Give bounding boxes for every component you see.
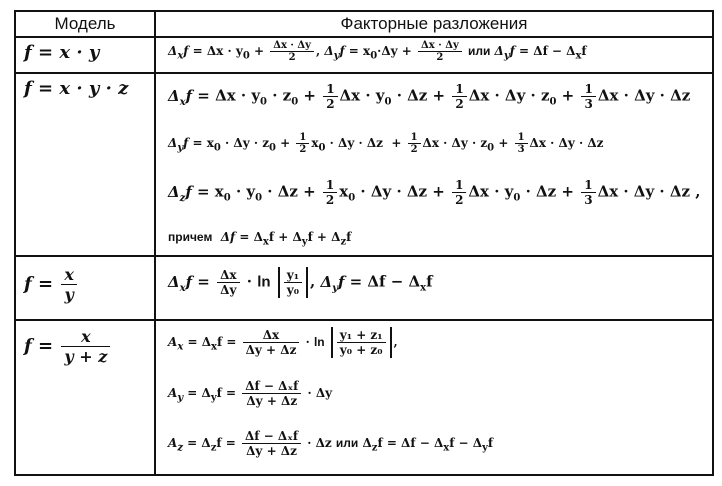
fraction: $\frac{\Delta x \cdot \Delta y}{2}$ [270, 40, 314, 63]
header-model: Модель [54, 14, 116, 33]
model-label: f = x · y · z [24, 78, 129, 99]
model-label: f = $\frac{x}{y + z}$ [24, 327, 149, 366]
formula-line: $A_y = \Delta_yf$ = $\frac{\text{Δf − Δₓf}}{\Delta y + \Delta z}$ · Δy [168, 379, 333, 408]
table-row [16, 321, 712, 476]
formula-line: $\Delta_yf = x_0 \cdot \Delta y \cdot z_0$ + $\frac{1}{2}$ $x_0 \cdot \Delta y \cdot \Delta z$ + $\frac{1}{2}$ $\Delta x \cdot \Delta y \cdot z_0$ + $\frac{1}{3}$ Δx · Δy · Δz [168, 132, 604, 155]
formula-line: $A_x = \Delta_xf$ = $\frac{\Delta x}{\Delta y + \Delta z}$ · ln $\frac{\text{y₁ + z₁}}{\text{y₀ + z₀}}$ , [168, 328, 398, 357]
factor-table [14, 10, 714, 476]
table-row [16, 74, 712, 255]
formula-line: $\Delta_xf = \Delta x \cdot y_0 \cdot z_0$ + $\frac{1}{2}$ $\Delta x \cdot y_0 \cdot \Delta z$ + $\frac{1}{2}$ $\Delta x \cdot \Delta y \cdot z_0$ + $\frac{1}{3}$ Δx · Δy · Δz [168, 82, 691, 111]
model-label: f = $\frac{x}{y}$ [24, 265, 149, 304]
model-label: f = x · y [24, 42, 100, 63]
formula-line: $\Delta_xf$ = $\frac{\Delta x}{\Delta y}$ · ln $\frac{\text{y₁}}{\text{y₀}}$ , $\Delta_yf = \Delta f - \Delta_xf$ [168, 268, 433, 297]
header-formulas: Факторные разложения [340, 14, 528, 33]
formula-line: причем $\Delta f = \Delta_xf + \Delta_yf + \Delta_zf$ [168, 230, 352, 248]
formula-line: $\Delta_zf = x_0 \cdot y_0 \cdot \Delta z$ + $\frac{1}{2}$ $x_0 \cdot \Delta y \cdot \Delta z$ + $\frac{1}{2}$ $\Delta x \cdot y_0 \cdot \Delta z$ + $\frac{1}{3}$ Δx · Δy · Δz , [168, 178, 701, 207]
formula-line: $A_z = \Delta_zf$ = $\frac{\text{Δf − Δₓf}}{\Delta y + \Delta z}$ · Δz или $\Delta_zf = \Delta f - \Delta_xf - \Delta_yf$ [168, 429, 494, 458]
table-row [16, 257, 712, 319]
table-row [16, 38, 712, 72]
fraction: $\frac{\Delta x \cdot \Delta y}{2}$ [418, 40, 462, 63]
formula-line: $\Delta_xf = \Delta x \cdot y_0$ + $\frac{\Delta x \cdot \Delta y}{2}$ , $\Delta_yf = x_0\cdot\Delta y$ + $\frac{\Delta x \cdot \Delta y}{2}$ или $\Delta_yf = \Delta f - \Delta_xf$ [168, 40, 587, 63]
table-header-row [16, 12, 712, 38]
